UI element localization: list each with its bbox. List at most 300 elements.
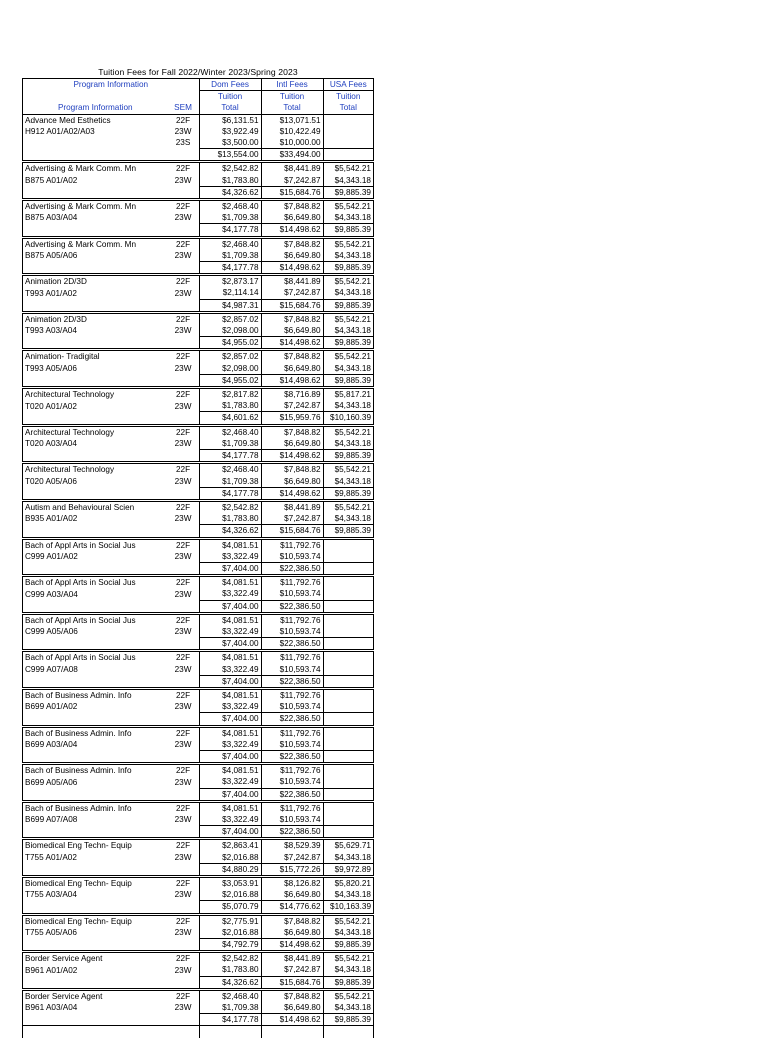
intl-fee: $6,649.80: [261, 212, 323, 224]
intl-fee: $10,593.74: [261, 701, 323, 713]
usa-fee: [323, 588, 373, 600]
semester: 22F: [168, 312, 200, 325]
program-blank: [23, 224, 168, 237]
semester: 22F: [168, 801, 200, 814]
total-row: [23, 562, 374, 575]
program-blank: [23, 262, 168, 275]
dom-fee: $3,322.49: [199, 701, 261, 713]
total-dom-fee: $7,404.00: [199, 713, 261, 726]
usa-fee: [323, 688, 373, 701]
semester: [168, 1014, 200, 1026]
fee-row: [23, 989, 374, 1002]
intl-fee: $10,422.49: [261, 126, 323, 137]
semester: 22F: [168, 200, 200, 213]
intl-fee: $7,848.82: [261, 989, 323, 1002]
semester: 23W: [174, 251, 192, 261]
usa-fee: $5,542.21: [323, 952, 373, 965]
usa-fee: $5,542.21: [323, 989, 373, 1002]
intl-fee: $10,593.74: [261, 739, 323, 751]
total-intl-fee: $15,684.76: [261, 186, 323, 199]
semester: [168, 750, 200, 763]
program-code: C999 A07/A08: [23, 664, 168, 676]
program-code: B961 A01/A02: [23, 964, 168, 976]
semester: 23W: [174, 401, 192, 411]
total-usa-fee: $9,885.39: [323, 450, 373, 463]
total-intl-fee: $22,386.50: [261, 713, 323, 726]
total-intl-fee: $14,498.62: [261, 262, 323, 275]
dom-fee: $3,322.49: [199, 588, 261, 600]
intl-fee: $6,649.80: [261, 325, 323, 337]
semester: 22F: [168, 576, 200, 589]
intl-fee: $10,593.74: [261, 814, 323, 826]
intl-fee: $11,792.76: [261, 688, 323, 701]
fee-row: [23, 701, 374, 713]
intl-fee: $8,441.89: [261, 500, 323, 513]
program-name: Biomedical Eng Techn- Equip: [23, 914, 168, 927]
fee-row: [23, 212, 374, 224]
program-name: Bach of Appl Arts in Social Jus: [23, 576, 168, 589]
semester: [168, 149, 200, 162]
fee-row: [23, 588, 374, 600]
usa-fee: [323, 814, 373, 826]
total-row: [23, 788, 374, 801]
total-usa-fee: $9,885.39: [323, 939, 373, 952]
semester: 22F: [168, 877, 200, 890]
total-usa-fee: $9,885.39: [323, 487, 373, 500]
total-dom-fee: $4,177.78: [199, 262, 261, 275]
intl-fee: $7,848.82: [261, 200, 323, 213]
fee-row: [23, 814, 374, 826]
intl-fee: $7,848.82: [261, 425, 323, 438]
usa-fee: $5,542.21: [323, 463, 373, 476]
total-dom-fee: $4,955.02: [199, 374, 261, 387]
header-usa-tuition: Tuition: [323, 91, 373, 103]
usa-fee: [323, 701, 373, 713]
intl-fee: $7,242.87: [261, 400, 323, 412]
program-blank: [23, 137, 168, 149]
usa-fee: [323, 739, 373, 751]
total-usa-fee: $9,885.39: [323, 976, 373, 989]
program-blank: [23, 412, 168, 425]
program-name: Bach of Appl Arts in Social Jus: [23, 538, 168, 551]
intl-fee: $8,126.82: [261, 877, 323, 890]
semester: [168, 713, 200, 726]
fee-row: [23, 839, 374, 852]
total-intl-fee: $15,959.76: [261, 412, 323, 425]
usa-fee: $4,343.18: [323, 363, 373, 375]
program-code: T020 A05/A06: [23, 476, 168, 488]
intl-fee: $10,593.74: [261, 776, 323, 788]
program-blank: [23, 562, 168, 575]
total-row: [23, 337, 374, 350]
total-intl-fee: $14,498.62: [261, 374, 323, 387]
intl-fee: $7,848.82: [261, 350, 323, 363]
semester: [168, 939, 200, 952]
intl-fee: $7,242.87: [261, 964, 323, 976]
semester: 22F: [168, 275, 200, 288]
program-code: B699 A01/A02: [23, 701, 168, 713]
intl-fee: $6,649.80: [261, 438, 323, 450]
program-blank: [23, 1014, 168, 1026]
total-intl-fee: $14,498.62: [261, 939, 323, 952]
empty-cell: [199, 1026, 261, 1038]
program-blank: [23, 337, 168, 350]
intl-fee: $6,649.80: [261, 476, 323, 488]
intl-fee: $8,529.39: [261, 839, 323, 852]
fee-row: [23, 237, 374, 250]
total-usa-fee: $10,160.39: [323, 412, 373, 425]
semester: 22F: [168, 237, 200, 250]
semester: 22F: [168, 613, 200, 626]
total-row: [23, 713, 374, 726]
program-name: Advertising & Mark Comm. Mn: [23, 200, 168, 213]
usa-fee: $5,542.21: [323, 350, 373, 363]
total-dom-fee: $7,404.00: [199, 562, 261, 575]
total-intl-fee: $15,684.76: [261, 299, 323, 312]
program-blank: [23, 600, 168, 613]
header-usa-fees: USA Fees: [323, 79, 373, 91]
intl-fee: $7,848.82: [261, 463, 323, 476]
total-dom-fee: $4,177.78: [199, 224, 261, 237]
total-dom-fee: $4,177.78: [199, 1014, 261, 1026]
total-intl-fee: $14,498.62: [261, 1014, 323, 1026]
dom-fee: $4,081.51: [199, 801, 261, 814]
usa-fee: [323, 664, 373, 676]
usa-fee: $5,542.21: [323, 914, 373, 927]
total-intl-fee: $22,386.50: [261, 675, 323, 688]
semester: [168, 638, 200, 651]
semester: [168, 224, 200, 237]
header-program-info: Program Information: [23, 79, 200, 91]
intl-fee: $7,242.87: [261, 513, 323, 525]
semester: [168, 337, 200, 350]
program-code: B699 A03/A04: [23, 739, 168, 751]
fee-row: [23, 126, 374, 137]
usa-fee: $5,542.21: [323, 275, 373, 288]
semester: 23W: [174, 551, 192, 561]
total-usa-fee: $9,885.39: [323, 186, 373, 199]
dom-fee: $4,081.51: [199, 576, 261, 589]
intl-fee: $11,792.76: [261, 576, 323, 589]
fee-row: [23, 312, 374, 325]
dom-fee: $3,322.49: [199, 664, 261, 676]
program-name: Bach of Business Admin. Info: [23, 726, 168, 739]
total-dom-fee: $7,404.00: [199, 826, 261, 839]
semester: [168, 562, 200, 575]
intl-fee: $7,242.87: [261, 287, 323, 299]
program-name: Bach of Business Admin. Info: [23, 801, 168, 814]
total-row: [23, 186, 374, 199]
program-name: Bach of Business Admin. Info: [23, 764, 168, 777]
semester: 23W: [174, 702, 192, 712]
program-name: Architectural Technology: [23, 425, 168, 438]
program-name: Advance Med Esthetics: [23, 114, 168, 126]
total-usa-fee: $9,885.39: [323, 262, 373, 275]
semester: 23W: [174, 476, 192, 486]
program-blank: [23, 487, 168, 500]
header-dom-total: Total: [199, 102, 261, 114]
semester: [168, 901, 200, 914]
dom-fee: $2,542.82: [199, 162, 261, 175]
dom-fee: $4,081.51: [199, 538, 261, 551]
total-dom-fee: $4,880.29: [199, 863, 261, 876]
total-usa-fee: [323, 713, 373, 726]
semester: 23W: [174, 326, 192, 336]
program-code: C999 A05/A06: [23, 626, 168, 638]
semester: 22F: [168, 425, 200, 438]
semester: 23W: [174, 589, 192, 599]
total-dom-fee: $7,404.00: [199, 600, 261, 613]
semester: 23S: [175, 138, 191, 148]
program-blank: [23, 149, 168, 162]
semester: [168, 374, 200, 387]
program-name: Border Service Agent: [23, 989, 168, 1002]
intl-fee: $6,649.80: [261, 1002, 323, 1014]
total-dom-fee: $4,326.62: [199, 525, 261, 538]
dom-fee: $3,322.49: [199, 776, 261, 788]
program-code: T020 A03/A04: [23, 438, 168, 450]
intl-fee: $6,649.80: [261, 889, 323, 901]
usa-fee: $4,343.18: [323, 175, 373, 187]
semester: [168, 412, 200, 425]
usa-fee: $5,542.21: [323, 237, 373, 250]
semester: 22F: [168, 500, 200, 513]
usa-fee: $4,343.18: [323, 250, 373, 262]
dom-fee: $1,709.38: [199, 476, 261, 488]
usa-fee: $4,343.18: [323, 287, 373, 299]
program-code: T020 A01/A02: [23, 400, 168, 412]
dom-fee: $2,098.00: [199, 363, 261, 375]
usa-fee: [323, 801, 373, 814]
semester: 23W: [174, 439, 192, 449]
usa-fee: $5,542.21: [323, 162, 373, 175]
program-name: Animation 2D/3D: [23, 312, 168, 325]
program-blank: [23, 901, 168, 914]
program-code: B699 A07/A08: [23, 814, 168, 826]
fee-row: [23, 964, 374, 976]
intl-fee: $7,848.82: [261, 237, 323, 250]
fee-row: [23, 114, 374, 126]
header-intl-tuition: Tuition: [261, 91, 323, 103]
semester: 22F: [168, 350, 200, 363]
fee-row: [23, 626, 374, 638]
dom-fee: $3,322.49: [199, 551, 261, 563]
semester: [168, 487, 200, 500]
usa-fee: $4,343.18: [323, 852, 373, 864]
total-usa-fee: $9,885.39: [323, 224, 373, 237]
semester: 22F: [168, 651, 200, 664]
dom-fee: $4,081.51: [199, 726, 261, 739]
dom-fee: $4,081.51: [199, 613, 261, 626]
total-usa-fee: $9,885.39: [323, 337, 373, 350]
total-intl-fee: $15,772.26: [261, 863, 323, 876]
dom-fee: $2,098.00: [199, 325, 261, 337]
dom-fee: $1,709.38: [199, 250, 261, 262]
dom-fee: $2,468.40: [199, 237, 261, 250]
total-row: [23, 450, 374, 463]
program-name: Advertising & Mark Comm. Mn: [23, 162, 168, 175]
total-row: [23, 750, 374, 763]
program-name: Biomedical Eng Techn- Equip: [23, 877, 168, 890]
total-dom-fee: $4,326.62: [199, 186, 261, 199]
usa-fee: $4,343.18: [323, 325, 373, 337]
semester: [168, 675, 200, 688]
header-dom-fees: Dom Fees: [199, 79, 261, 91]
intl-fee: $8,716.89: [261, 388, 323, 401]
fee-row: [23, 776, 374, 788]
program-blank: [23, 976, 168, 989]
total-usa-fee: [323, 675, 373, 688]
total-usa-fee: $9,885.39: [323, 1014, 373, 1026]
trailing-empty-row: [23, 1026, 374, 1038]
dom-fee: $3,322.49: [199, 739, 261, 751]
semester: [168, 863, 200, 876]
usa-fee: $4,343.18: [323, 438, 373, 450]
dom-fee: $1,783.80: [199, 175, 261, 187]
semester: 22F: [168, 952, 200, 965]
empty-cell: [261, 1026, 323, 1038]
usa-fee: $5,629.71: [323, 839, 373, 852]
total-usa-fee: [323, 600, 373, 613]
usa-fee: $4,343.18: [323, 212, 373, 224]
usa-fee: $5,820.21: [323, 877, 373, 890]
program-blank: [23, 186, 168, 199]
fee-row: [23, 889, 374, 901]
usa-fee: $4,343.18: [323, 964, 373, 976]
dom-fee: $1,709.38: [199, 212, 261, 224]
total-usa-fee: [323, 562, 373, 575]
total-dom-fee: $7,404.00: [199, 638, 261, 651]
intl-fee: $8,441.89: [261, 275, 323, 288]
intl-fee: $11,792.76: [261, 651, 323, 664]
semester: 23W: [174, 815, 192, 825]
intl-fee: $6,649.80: [261, 250, 323, 262]
semester: 22F: [168, 538, 200, 551]
semester: 23W: [174, 777, 192, 787]
total-row: [23, 600, 374, 613]
total-usa-fee: $9,885.39: [323, 374, 373, 387]
total-intl-fee: $15,684.76: [261, 976, 323, 989]
total-usa-fee: $9,972.89: [323, 863, 373, 876]
semester: [168, 299, 200, 312]
dom-fee: $4,081.51: [199, 651, 261, 664]
semester: 22F: [168, 726, 200, 739]
dom-fee: $6,131.51: [199, 114, 261, 126]
total-intl-fee: $22,386.50: [261, 600, 323, 613]
dom-fee: $2,873.17: [199, 275, 261, 288]
intl-fee: $6,649.80: [261, 927, 323, 939]
intl-fee: $7,848.82: [261, 312, 323, 325]
sheet-title: Tuition Fees for Fall 2022/Winter 2023/Spring 2023: [98, 67, 298, 77]
dom-fee: $2,542.82: [199, 500, 261, 513]
total-intl-fee: $22,386.50: [261, 788, 323, 801]
total-row: [23, 262, 374, 275]
fee-row: [23, 162, 374, 175]
program-name: Architectural Technology: [23, 388, 168, 401]
fee-row: [23, 476, 374, 488]
total-usa-fee: $10,163.39: [323, 901, 373, 914]
dom-fee: $3,500.00: [199, 137, 261, 149]
total-usa-fee: $9,885.39: [323, 525, 373, 538]
total-intl-fee: $22,386.50: [261, 638, 323, 651]
program-blank: [23, 450, 168, 463]
total-row: [23, 976, 374, 989]
fee-row: [23, 500, 374, 513]
total-intl-fee: $14,498.62: [261, 487, 323, 500]
header-sem: SEM: [168, 102, 200, 114]
total-dom-fee: $7,404.00: [199, 750, 261, 763]
total-intl-fee: $15,684.76: [261, 525, 323, 538]
semester: 23W: [174, 740, 192, 750]
usa-fee: [323, 137, 373, 149]
program-code: T755 A01/A02: [23, 852, 168, 864]
program-blank: [23, 525, 168, 538]
program-name: Biomedical Eng Techn- Equip: [23, 839, 168, 852]
usa-fee: [323, 726, 373, 739]
program-code: B875 A01/A02: [23, 175, 168, 187]
fee-row: [23, 513, 374, 525]
program-name: Bach of Appl Arts in Social Jus: [23, 613, 168, 626]
semester: 22F: [168, 688, 200, 701]
semester: 22F: [168, 914, 200, 927]
total-row: [23, 863, 374, 876]
total-row: [23, 374, 374, 387]
fee-row: [23, 651, 374, 664]
intl-fee: $6,649.80: [261, 363, 323, 375]
program-name: Advertising & Mark Comm. Mn: [23, 237, 168, 250]
total-intl-fee: $14,498.62: [261, 337, 323, 350]
fee-table: [22, 78, 374, 1038]
intl-fee: $10,593.74: [261, 588, 323, 600]
program-code: C999 A03/A04: [23, 588, 168, 600]
total-row: [23, 299, 374, 312]
program-code: T993 A05/A06: [23, 363, 168, 375]
usa-fee: [323, 651, 373, 664]
dom-fee: $4,081.51: [199, 764, 261, 777]
program-blank: [23, 374, 168, 387]
intl-fee: $7,242.87: [261, 175, 323, 187]
total-dom-fee: $7,404.00: [199, 675, 261, 688]
header-intl-total: Total: [261, 102, 323, 114]
intl-fee: $11,792.76: [261, 613, 323, 626]
semester: 23W: [174, 514, 192, 524]
fee-row: [23, 688, 374, 701]
usa-fee: [323, 776, 373, 788]
dom-fee: $1,783.80: [199, 400, 261, 412]
total-intl-fee: $14,498.62: [261, 224, 323, 237]
semester: 23W: [174, 965, 192, 975]
usa-fee: $4,343.18: [323, 400, 373, 412]
semester: 23W: [174, 213, 192, 223]
program-code: B961 A03/A04: [23, 1002, 168, 1014]
dom-fee: $2,863.41: [199, 839, 261, 852]
usa-fee: $4,343.18: [323, 513, 373, 525]
total-dom-fee: $4,955.02: [199, 337, 261, 350]
fee-row: [23, 764, 374, 777]
program-code: T755 A05/A06: [23, 927, 168, 939]
dom-fee: $1,783.80: [199, 964, 261, 976]
fee-row: [23, 726, 374, 739]
total-row: [23, 638, 374, 651]
program-blank: [23, 638, 168, 651]
usa-fee: $5,542.21: [323, 312, 373, 325]
total-usa-fee: [323, 149, 373, 162]
program-name: Architectural Technology: [23, 463, 168, 476]
program-name: Bach of Appl Arts in Social Jus: [23, 651, 168, 664]
total-row: [23, 826, 374, 839]
program-name: Bach of Business Admin. Info: [23, 688, 168, 701]
dom-fee: $2,468.40: [199, 425, 261, 438]
